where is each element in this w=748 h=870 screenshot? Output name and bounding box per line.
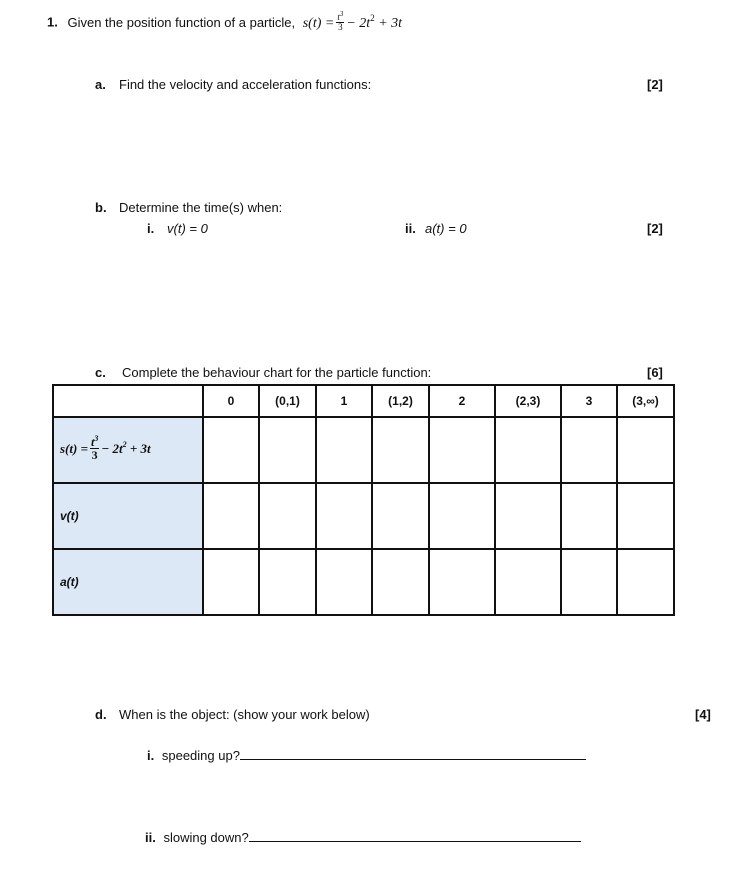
chart-row-label-v: v(t)	[53, 483, 203, 549]
chart-cell[interactable]	[429, 417, 495, 483]
part-c-text: Complete the behaviour chart for the particle function:	[122, 365, 432, 380]
part-d-ii-num: ii.	[145, 830, 156, 845]
chart-header-cell: (3,∞)	[617, 385, 674, 417]
question-stem	[47, 10, 403, 34]
chart-cell[interactable]	[259, 549, 316, 615]
chart-cell[interactable]	[259, 417, 316, 483]
chart-header-cell	[53, 385, 203, 417]
chart-header-row	[53, 385, 674, 417]
s-formula: s(t) = $\frac{t^3}{3}$ − $2t^2 + 3t$	[60, 434, 151, 462]
part-d-letter: d.	[95, 707, 107, 722]
question-text: Given the position function of a particle,	[67, 14, 296, 30]
chart-cell[interactable]	[259, 483, 316, 549]
chart-row-s	[53, 417, 674, 483]
chart-header-cell: (2,3)	[495, 385, 561, 417]
chart-header-cell: 2	[429, 385, 495, 417]
fraction-numerator: $t^3$	[337, 10, 344, 22]
part-a-letter: a.	[95, 77, 106, 92]
part-d-i-text: speeding up?	[161, 748, 240, 763]
part-d-ii-text: slowing down?	[163, 830, 249, 845]
part-d-marks: [4]	[695, 707, 711, 722]
chart-cell[interactable]	[617, 417, 674, 483]
chart-header-cell: 0	[203, 385, 259, 417]
chart-cell[interactable]	[372, 549, 429, 615]
chart-cell[interactable]	[203, 483, 259, 549]
part-a-marks: [2]	[647, 77, 663, 92]
function-term-2: − 2t	[346, 15, 371, 31]
part-b-i-text: v(t) = 0	[167, 221, 208, 236]
chart-cell[interactable]	[429, 483, 495, 549]
chart-row-a	[53, 549, 674, 615]
part-d-text: When is the object: (show your work below)	[119, 707, 370, 722]
chart-row-label-s	[53, 417, 203, 483]
chart-cell[interactable]	[316, 549, 372, 615]
chart-header-cell: 1	[316, 385, 372, 417]
chart-header-cell: (0,1)	[259, 385, 316, 417]
chart-cell[interactable]	[617, 483, 674, 549]
chart-cell[interactable]	[316, 417, 372, 483]
chart-cell[interactable]	[617, 549, 674, 615]
speeding-up-answer-line[interactable]	[240, 759, 586, 760]
s-fraction	[90, 435, 99, 461]
chart-cell[interactable]	[372, 483, 429, 549]
slowing-down-answer-line[interactable]	[249, 841, 581, 842]
part-b-text: Determine the time(s) when:	[119, 200, 283, 215]
s-fraction-numerator: $t^3$	[91, 434, 99, 449]
chart-cell[interactable]	[429, 549, 495, 615]
function-term-3: + 3t	[378, 15, 403, 31]
chart-cell[interactable]	[495, 549, 561, 615]
part-c-letter: c.	[95, 365, 106, 380]
function-lhs: s(t) =	[302, 15, 335, 31]
chart-cell[interactable]	[561, 549, 617, 615]
chart-cell[interactable]	[316, 483, 372, 549]
part-b-i-num: i.	[147, 221, 155, 236]
chart-cell[interactable]	[561, 483, 617, 549]
chart-cell[interactable]	[561, 417, 617, 483]
position-function: s(t) = $\frac{t^3}{3}$ − $2t^2 + 3t$	[302, 10, 403, 32]
part-a-text: Find the velocity and acceleration functions:	[119, 77, 372, 92]
part-d-i-num: i.	[147, 748, 155, 763]
chart-header-cell: 3	[561, 385, 617, 417]
part-c-marks: [6]	[647, 365, 663, 380]
chart-header-cell: (1,2)	[372, 385, 429, 417]
fraction-denominator: 3	[338, 22, 343, 32]
part-b-letter: b.	[95, 200, 107, 215]
part-b-ii-num: ii.	[405, 221, 416, 236]
chart-row-label-a: a(t)	[53, 549, 203, 615]
s-fraction-denominator: 3	[91, 448, 98, 462]
chart-cell[interactable]	[495, 483, 561, 549]
part-d-ii	[145, 830, 581, 845]
chart-row-v	[53, 483, 674, 549]
chart-cell[interactable]	[203, 549, 259, 615]
part-b-ii-text: a(t) = 0	[425, 221, 467, 236]
chart-cell[interactable]	[495, 417, 561, 483]
question-number: 1.	[47, 14, 58, 30]
chart-cell[interactable]	[203, 417, 259, 483]
fraction	[336, 11, 344, 32]
chart-cell[interactable]	[372, 417, 429, 483]
part-d-i	[147, 748, 586, 763]
part-b-marks: [2]	[647, 221, 663, 236]
behaviour-chart	[52, 384, 675, 616]
